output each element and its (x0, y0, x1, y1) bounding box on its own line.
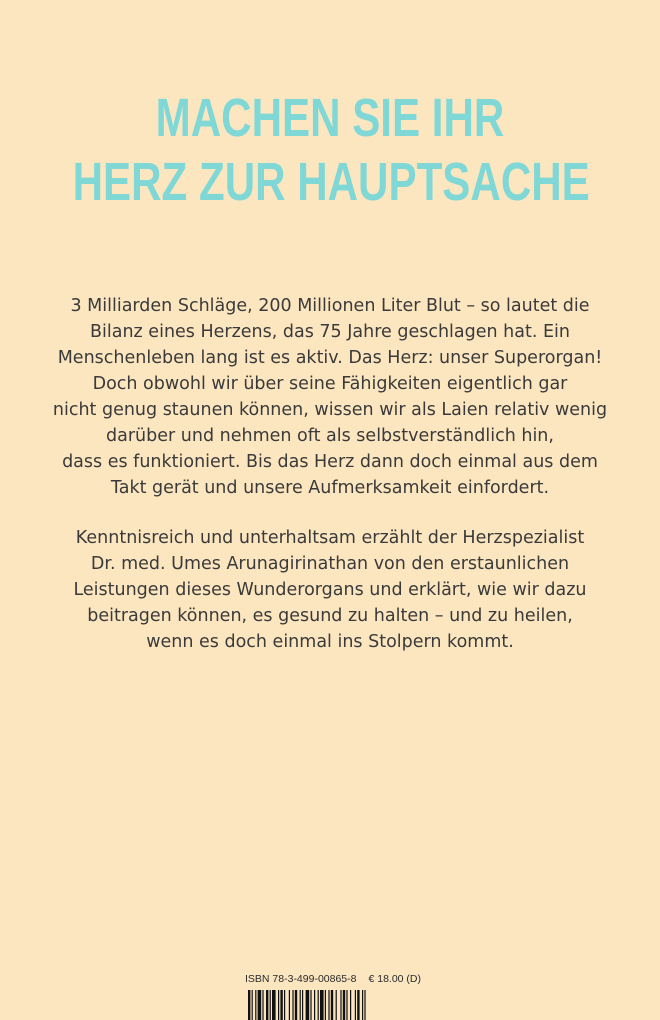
barcode-bar (310, 990, 311, 1020)
barcode-bar (318, 990, 319, 1020)
barcode-bar (346, 990, 347, 1020)
blurb-line: Menschenleben lang ist es aktiv. Das Herz: unser Superorgan! (57, 348, 603, 368)
barcode-bar (300, 990, 301, 1020)
barcode-bar (248, 990, 250, 1020)
blurb-line: dass es funktioniert. Bis das Herz dann doch einmal aus dem (62, 452, 598, 472)
blurb-line: Dr. med. Umes Arunagirinathan von den erstaunlichen (90, 554, 570, 574)
barcode-bar (331, 990, 333, 1020)
blurb-line: darüber und nehmen oft als selbstverständlich hin, (106, 426, 554, 446)
blurb-line: Doch obwohl wir über seine Fähigkeiten eigentlich gar (92, 374, 568, 394)
barcode-bar (289, 990, 290, 1020)
barcode-bar (314, 990, 315, 1020)
headline-line-2: HERZ ZUR HAUPTSACHE (72, 152, 590, 212)
barcode-bar (340, 990, 341, 1020)
isbn-price-line (245, 972, 421, 986)
barcode-bar (362, 990, 363, 1020)
blurb-line: Kenntnisreich und unterhaltsam erzählt der Herzspezialist (75, 528, 585, 548)
blurb-paragraph-1 (40, 293, 620, 501)
barcode-bar (255, 990, 256, 1020)
barcode-bar (355, 990, 356, 1020)
barcode-bar (350, 990, 351, 1020)
barcode-bar (266, 990, 268, 1020)
barcode (248, 990, 418, 1020)
barcode-bar (284, 990, 285, 1020)
barcode-bar (325, 990, 326, 1020)
barcode-bar (343, 990, 345, 1020)
barcode-bar (272, 990, 276, 1020)
barcode-bar (295, 990, 297, 1020)
blurb-line: Leistungen dieses Wunderorgans und erklärt, wie wir dazu (73, 580, 587, 600)
blurb-line: 3 Milliarden Schläge, 200 Millionen Liter Blut – so lautet die (70, 296, 590, 316)
blurb-line: Bilanz eines Herzens, das 75 Jahre geschlagen hat. Ein (90, 322, 570, 342)
barcode-bar (258, 990, 262, 1020)
barcode-bar (292, 990, 293, 1020)
barcode-bar (252, 990, 253, 1020)
barcode-bar (357, 990, 359, 1020)
barcode-bar (280, 990, 282, 1020)
barcode-bar (302, 990, 303, 1020)
blurb-line: Takt gerät und unsere Aufmerksamkeit einfordert. (110, 478, 550, 498)
barcode-bar (320, 990, 324, 1020)
barcode-bar (364, 990, 365, 1020)
barcode-bar (270, 990, 271, 1020)
headline-line-1: MACHEN SIE IHR (155, 88, 505, 148)
isbn-number: ISBN 78-3-499-00865-8 (245, 973, 357, 985)
price: € 18.00 (D) (368, 973, 421, 985)
barcode-bar (306, 990, 310, 1020)
blurb-paragraph-2 (40, 525, 620, 655)
barcode-bar (328, 990, 329, 1020)
blurb-line: beitragen können, es gesund zu halten – und zu heilen, (87, 606, 573, 626)
blurb-line: nicht genug staunen können, wissen wir als Laien relativ wenig (52, 400, 608, 420)
barcode-bar (262, 990, 263, 1020)
blurb-line: wenn es doch einmal ins Stolpern kommt. (146, 632, 514, 652)
headline (73, 86, 588, 214)
barcode-bar (336, 990, 337, 1020)
barcode-bar (278, 990, 279, 1020)
